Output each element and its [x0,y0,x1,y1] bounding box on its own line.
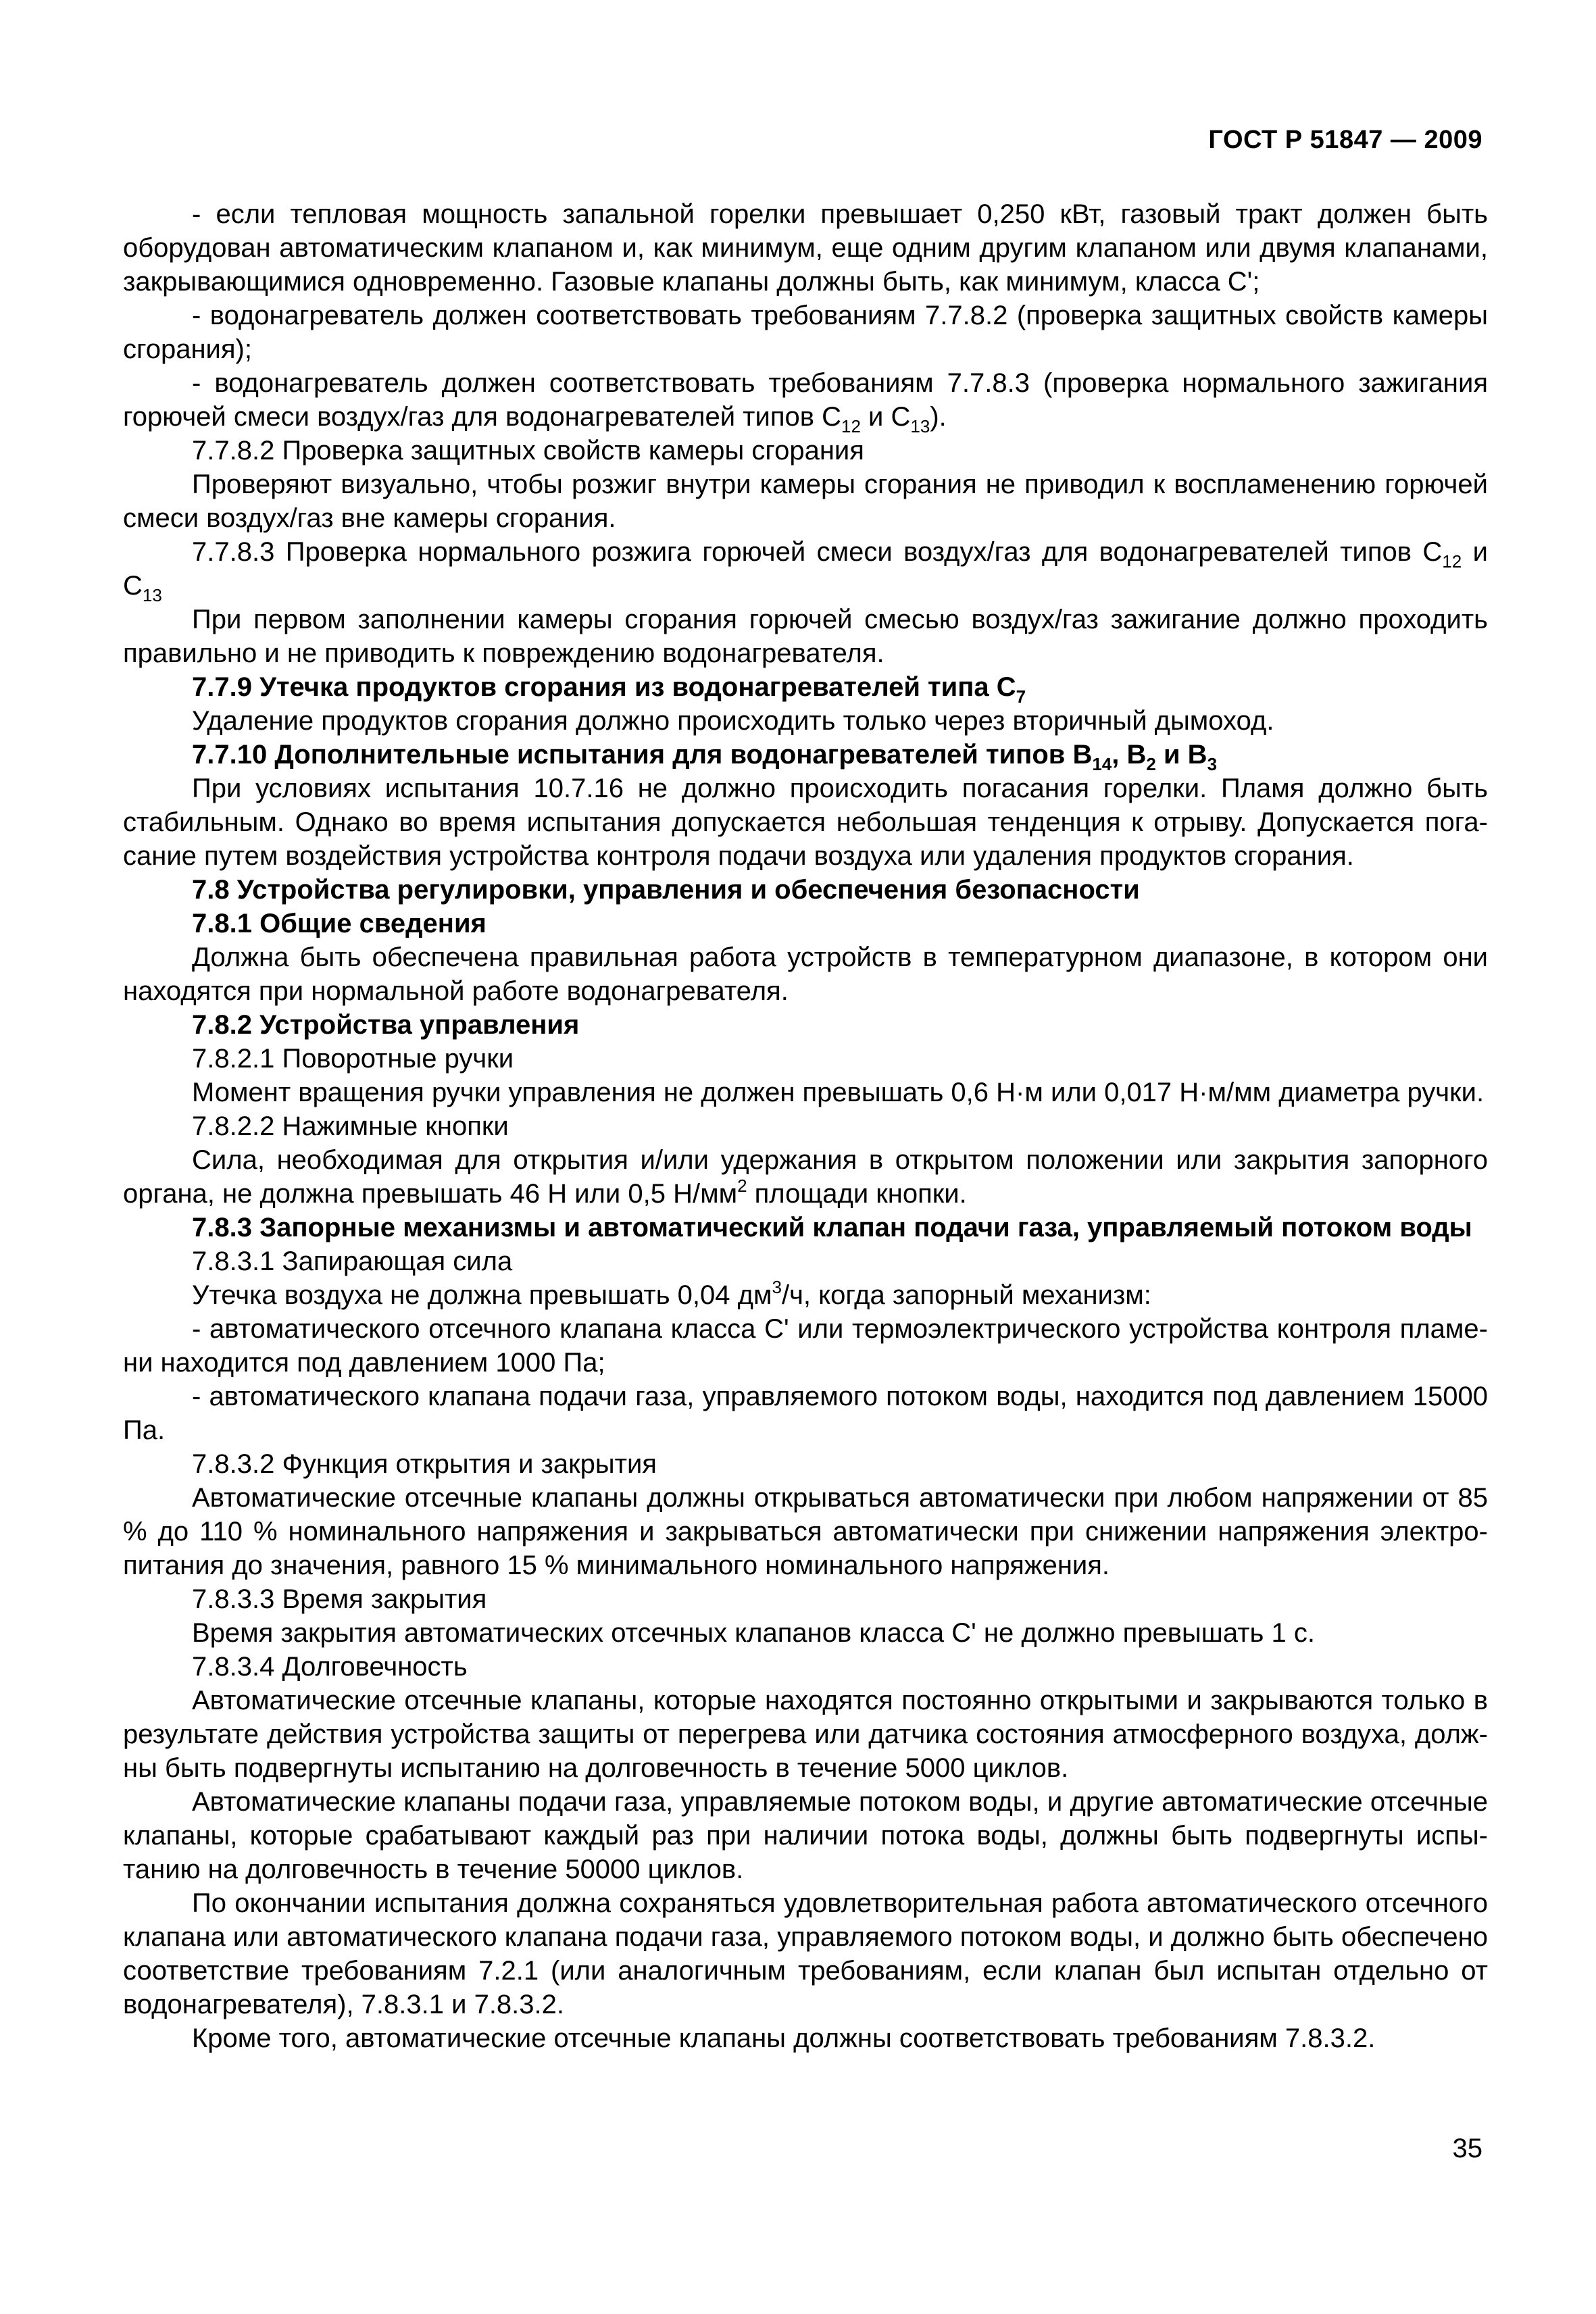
page-number: 35 [1452,2134,1482,2163]
heading-7-8-3-1: 7.8.3.1 Запирающая сила [192,1247,513,1276]
heading-7-8: 7.8 Устройства регулировки, управления и обеспечения безопасности [192,875,1140,905]
paragraph-additionally: Кроме того, автоматические отсечные клапаны должны соответствовать требованиям 7.8.3.2. [192,2023,1376,2053]
paragraph-general-info: Должна быть обеспечена правильная работа устройств в температурном диапазоне, в котором они находятся при нормальной работе водонагревателя. [123,942,1488,1006]
document-code: ГОСТ Р 51847 — 2009 [1208,126,1482,154]
heading-7-7-9: 7.7.9 Утечка продуктов сгорания из водонагревателей типа $С_7$ [192,672,1026,707]
paragraph-open-close-function: Автоматические отсечные клапаны должны открываться автоматически при любом напряжении от 85 % до 110 % номинального напряжения и закрываться автоматически при снижении напряжения электропитания до значения, равного 15 % минимального номинального напряжения. [123,1483,1488,1580]
paragraph-after-test: По окончании испытания должна сохраняться удовлетворительная работа автоматического отсечного клапана или автоматического клапана подачи газа, управляемого потоком воды, и должно быть обеспечено соответствие требованиям 7.2.1 (или аналогичным требованиям, если клапан был испытан отдельно от водонагревателя), 7.8.3.1 и 7.8.3.2. [123,1888,1488,2019]
paragraph-air-leakage: Утечка воздуха не должна превышать 0,04 $дм^3/ч$, когда запорный механизм: [192,1277,1151,1310]
paragraph-pilot-burner: - если тепловая мощность запальной горелки превышает 0,250 кВт, газовый тракт должен быть оборудован автоматическим клапаном и, как минимум, еще одним другим клапаном или двумя клапанами, закрывающимися одновременно. Газовые клапаны должны быть, как минимум, класса С'; [123,199,1488,297]
heading-7-8-1: 7.8.1 Общие сведения [192,909,487,938]
heading-7-8-3-3: 7.8.3.3 Время закрытия [192,1584,487,1614]
paragraph-closing-time: Время закрытия автоматических отсечных клапанов класса С' не должно превышать 1 с. [192,1618,1315,1648]
paragraph-requirement-7-7-8-3: - водонагреватель должен соответствовать требованиям 7.7.8.3 (проверка нормального зажигания горючей смеси воздух/газ для водонагревателей типов $С_{12}$ и $С_{13}$). [123,368,1488,436]
paragraph-rotary-knob: Момент вращения ручки управления не должен превышать 0,6 Н·м или 0,017 Н·м/мм диаметра ручки. [192,1078,1485,1107]
paragraph-requirement-7-7-8-2: - водонагреватель должен соответствовать требованиям 7.7.8.2 (проверка защитных свойств камеры сгорания); [123,301,1488,364]
heading-7-8-3: 7.8.3 Запорные механизмы и автоматический клапан подачи газа, управляемый потоком воды [192,1213,1472,1242]
paragraph-visual-check: Проверяют визуально, чтобы розжиг внутри камеры сгорания не приводил к воспламенению горючей смеси воздух/газ вне камеры сгорания. [123,470,1488,533]
paragraph-secondary-flue: Удаление продуктов сгорания должно происходить только через вторичный дымоход. [192,706,1274,736]
paragraph-first-fill: При первом заполнении камеры сгорания горючей смесью воздух/газ зажигание должно проходить правильно и не приводить к повреждению водонагревателя. [123,605,1488,668]
heading-7-7-8-3: 7.7.8.3 Проверка нормального розжига горючей смеси воздух/газ для водонагревателей типов $С_{12}$ и $С_{13}$ [123,537,1488,605]
paragraph-gas-valve-pressure: - автоматического клапана подачи газа, управляемого потоком воды, находится под давлением 15000 Па. [123,1382,1488,1445]
heading-7-8-2: 7.8.2 Устройства управления [192,1010,580,1040]
heading-7-8-2-1: 7.8.2.1 Поворотные ручки [192,1044,514,1074]
heading-7-8-2-2: 7.8.2.2 Нажимные кнопки [192,1111,509,1141]
heading-7-7-10: 7.7.10 Дополнительные испытания для водонагревателей типов $В_{14}$, $В_2$ и $В_3$ [192,740,1218,774]
paragraph-durability-50000: Автоматические клапаны подачи газа, управляемые потоком воды, и другие автоматические отсечные клапаны, которые срабатывают каждый раз при наличии потока воды, должны быть подвергнуты испытанию на долговечность в течение 50000 циклов. [123,1787,1488,1884]
heading-7-7-8-2: 7.7.8.2 Проверка защитных свойств камеры сгорания [192,436,864,466]
heading-7-8-3-4: 7.8.3.4 Долговечность [192,1652,468,1682]
heading-7-8-3-2: 7.8.3.2 Функция открытия и закрытия [192,1449,657,1479]
document-body [123,197,1488,2055]
paragraph-push-button: Сила, необходимая для открытия и/или удержания в открытом положении или закрытия запорного органа, не должна превышать 46 Н или 0,5 $Н/мм^2$ площади кнопки. [123,1145,1488,1209]
paragraph-shutoff-valve-pressure: - автоматического отсечного клапана класса С' или термоэлектрического устройства контроля пламени находится под давлением 1000 Па; [123,1314,1488,1378]
paragraph-durability-5000: Автоматические отсечные клапаны, которые находятся постоянно открытыми и закрываются только в результате действия устройства защиты от перегрева или датчика состояния атмосферного воздуха, должны быть подвергнуты испытанию на долговечность в течение 5000 циклов. [123,1686,1488,1783]
paragraph-test-conditions: При условиях испытания 10.7.16 не должно происходить погасания горелки. Пламя должно быть стабильным. Однако во время испытания допускается небольшая тенденция к отрыву. Допускается погасание путем воздействия устройства контроля подачи воздуха или удаления продуктов сгорания. [123,774,1488,871]
